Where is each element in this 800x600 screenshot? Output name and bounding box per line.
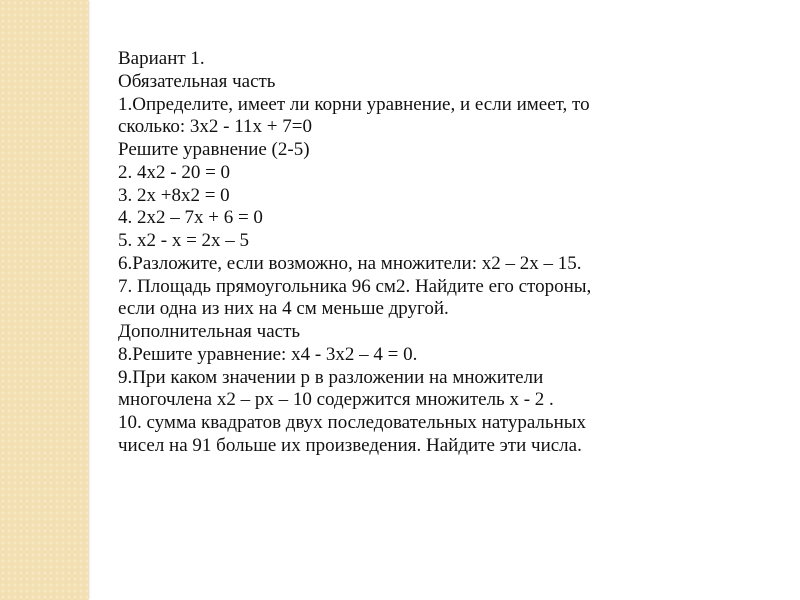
task-1-line-1: 1.Определите, имеет ли корни уравнение, и если имеет, то — [118, 93, 590, 115]
variant-title: Вариант 1. — [118, 48, 205, 69]
task-8: 8.Решите уравнение: х4 - 3х2 – 4 = 0. — [118, 343, 418, 365]
section-heading-additional: Дополнительная часть — [118, 321, 301, 342]
task-1-line-2: сколько: 3х2 - 11х + 7=0 — [118, 116, 312, 138]
task-9-line-2: многочлена х2 – рх – 10 содержится множитель х - 2 . — [118, 389, 554, 411]
task-6: 6.Разложите, если возможно, на множители: х2 – 2х – 15. — [118, 252, 582, 274]
slide-text — [118, 48, 718, 458]
task-7-line-2: если одна из них на 4 см меньше другой. — [118, 298, 449, 320]
task-7-line-1: 7. Площадь прямоугольника 96 см2. Найдите его стороны, — [118, 275, 592, 297]
task-10-line-1: 10. сумма квадратов двух последовательных натуральных — [118, 412, 587, 433]
section-heading-mandatory: Обязательная часть — [118, 70, 276, 92]
task-5: 5. х2 - х = 2х – 5 — [118, 230, 250, 251]
task-10-line-2: чисел на 91 больше их произведения. Найдите эти числа. — [118, 434, 582, 456]
task-9-line-1: 9.При каком значении р в разложении на множители — [118, 366, 544, 388]
task-2: 2. 4х2 - 20 = 0 — [118, 161, 231, 183]
instruction-solve: Решите уравнение (2-5) — [118, 139, 310, 160]
decorative-side-stripe — [0, 0, 88, 600]
task-4: 4. 2х2 – 7х + 6 = 0 — [118, 207, 263, 229]
task-3: 3. 2х +8х2 = 0 — [118, 184, 230, 206]
